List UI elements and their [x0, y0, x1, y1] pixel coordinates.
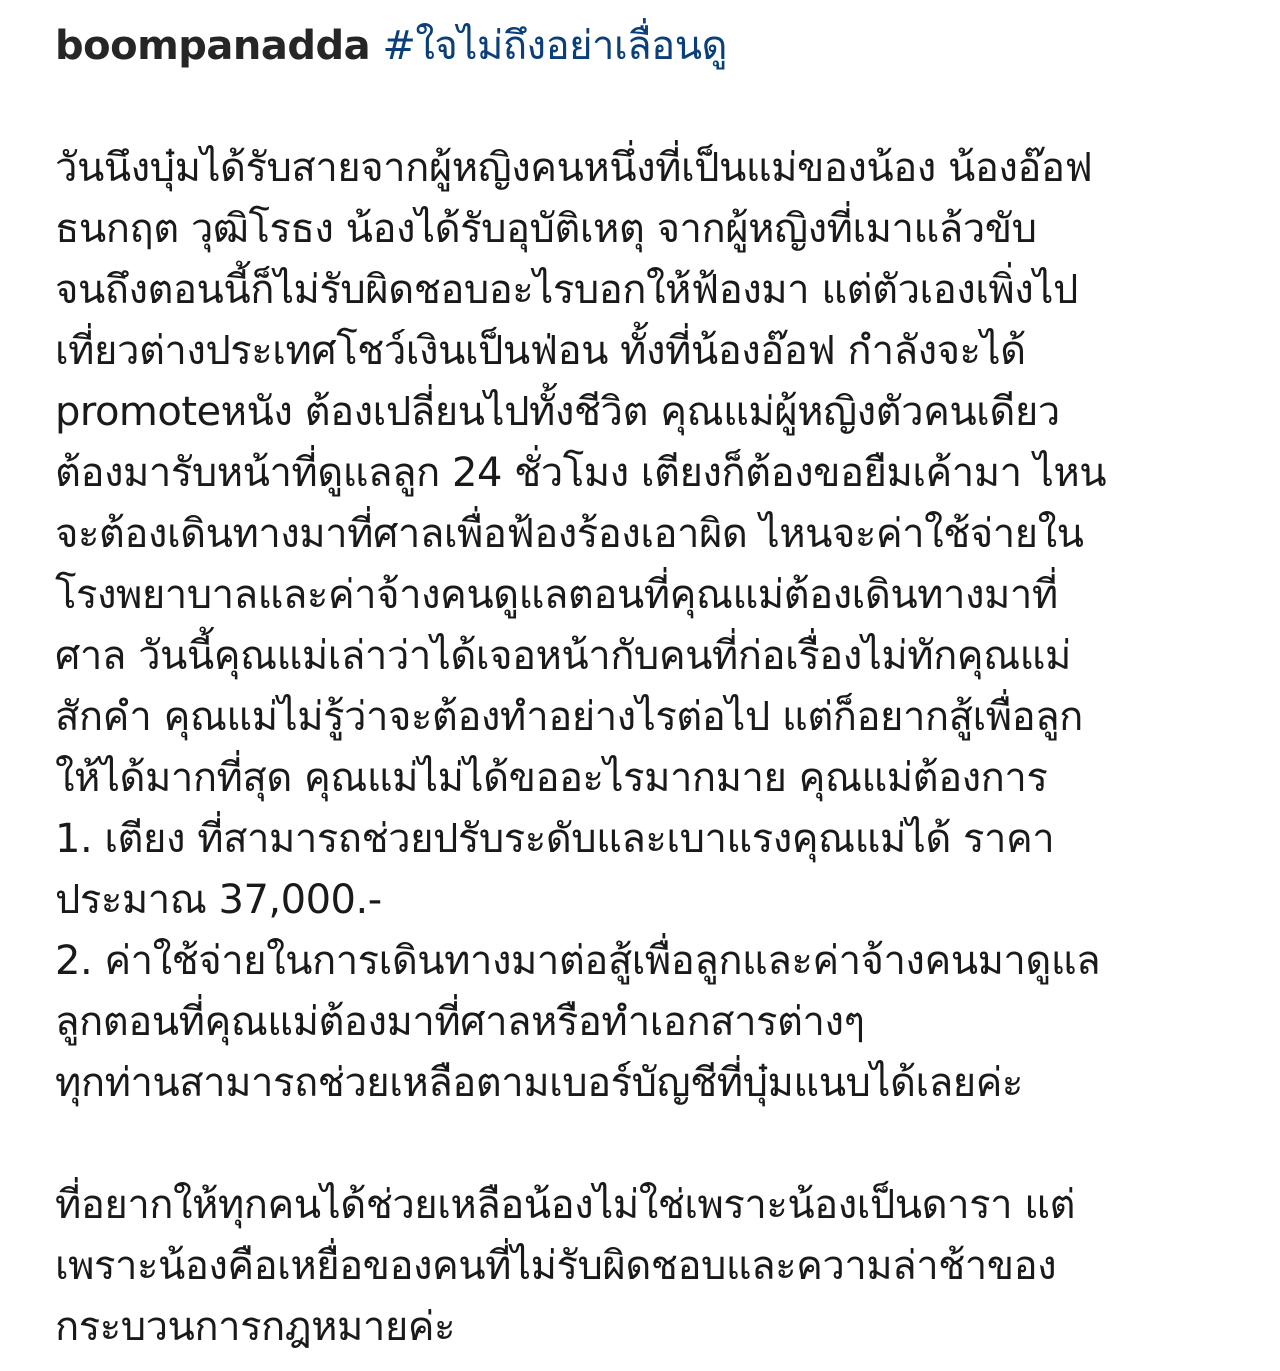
caption-line: ธนกฤต วุฒิโรธง น้องได้รับอุบัติเหตุ จากผู้หญิงที่เมาแล้วขับ [55, 206, 1037, 252]
hashtag-link[interactable]: #ใจไม่ถึงอย่าเลื่อนดู [382, 23, 728, 69]
caption-line: ต้องมารับหน้าที่ดูแลลูก 24 ชั่วโมง เตียงก็ต้องขอยืมเค้ามา ไหน [55, 450, 1107, 496]
caption-line: ประมาณ 37,000.- [55, 877, 382, 923]
caption-header [55, 16, 1255, 77]
username-link[interactable]: boompanadda [55, 23, 371, 69]
caption-line: 1. เตียง ที่สามารถช่วยปรับระดับและเบาแรงคุณแม่ได้ ราคา [55, 816, 1055, 862]
caption-line: ทุกท่านสามารถช่วยเหลือตามเบอร์บัญชีที่บุ๋มแนบได้เลยค่ะ [55, 1060, 1023, 1106]
caption-line: promoteหนัง ต้องเปลี่ยนไปทั้งชีวิต คุณแม่ผู้หญิงตัวคนเดียว [55, 389, 1060, 435]
caption-line: ศาล วันนี้คุณแม่เล่าว่าได้เจอหน้ากับคนที่ก่อเรื่องไม่ทักคุณแม่ [55, 633, 1071, 679]
caption-line: จะต้องเดินทางมาที่ศาลเพื่อฟ้องร้องเอาผิด ไหนจะค่าใช้จ่ายใน [55, 511, 1084, 557]
caption-line: ให้ได้มากที่สุด คุณแม่ไม่ได้ขออะไรมากมาย คุณแม่ต้องการ [55, 755, 1048, 801]
caption-line: ลูกตอนที่คุณแม่ต้องมาที่ศาลหรือทำเอกสารต่างๆ [55, 999, 865, 1045]
caption-line: กระบวนการกฎหมายค่ะ [55, 1304, 455, 1350]
caption-paragraph-2 [55, 1175, 1255, 1358]
caption-line: ที่อยากให้ทุกคนได้ช่วยเหลือน้องไม่ใช่เพราะน้องเป็นดารา แต่ [55, 1182, 1075, 1228]
caption-line: 2. ค่าใช้จ่ายในการเดินทางมาต่อสู้เพื่อลูกและค่าจ้างคนมาดูแล [55, 938, 1101, 984]
spacer [55, 1114, 1255, 1175]
post-caption [55, 16, 1255, 1358]
caption-line: โรงพยาบาลและค่าจ้างคนดูแลตอนที่คุณแม่ต้องเดินทางมาที่ [55, 572, 1058, 618]
caption-line: เพราะน้องคือเหยื่อของคนที่ไม่รับผิดชอบและความล่าช้าของ [55, 1243, 1057, 1289]
caption-line: เที่ยวต่างประเทศโชว์เงินเป็นฟ่อน ทั้งที่น้องอ๊อฟ กำลังจะได้ [55, 328, 1026, 374]
spacer [55, 77, 1255, 138]
caption-line: จนถึงตอนนี้ก็ไม่รับผิดชอบอะไรบอกให้ฟ้องมา แต่ตัวเองเพิ่งไป [55, 267, 1078, 313]
caption-line: วันนึงบุ๋มได้รับสายจากผู้หญิงคนหนึ่งที่เป็นแม่ของน้อง น้องอ๊อฟ [55, 145, 1093, 191]
caption-line: สักคำ คุณแม่ไม่รู้ว่าจะต้องทำอย่างไรต่อไป แต่ก็อยากสู้เพื่อลูก [55, 694, 1083, 740]
caption-paragraph-1 [55, 138, 1255, 1114]
